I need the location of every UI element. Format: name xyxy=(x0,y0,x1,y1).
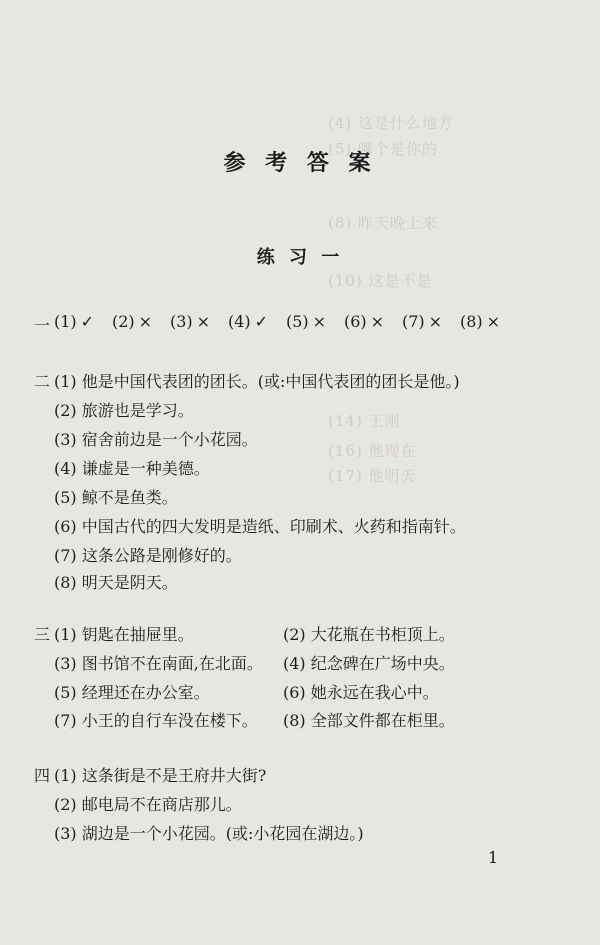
section-1-label: 一 xyxy=(34,316,51,335)
answer-line: (3) 湖边是一个小花园。(或:小花园在湖边。) xyxy=(54,824,364,843)
tf-mark: × xyxy=(138,312,153,331)
tf-number: (7) xyxy=(402,312,425,331)
exercise-title: 练 习 一 xyxy=(256,247,344,268)
answer-line-right: (8) 全部文件都在柜里。 xyxy=(283,711,455,730)
answer-line-left: (5) 经理还在办公室。 xyxy=(54,683,210,702)
tf-mark: × xyxy=(312,312,327,331)
bleed-through-text: (16) 他现在 xyxy=(328,442,417,460)
tf-mark: × xyxy=(196,312,211,331)
answer-line-left: (3) 图书馆不在南面,在北面。 xyxy=(54,654,263,673)
answer-line-left: (7) 小王的自行车没在楼下。 xyxy=(54,711,258,730)
tf-mark: × xyxy=(428,312,443,331)
tf-number: (1) xyxy=(54,312,77,331)
page-title: 参 考 答 案 xyxy=(223,151,377,176)
tf-number: (5) xyxy=(286,312,309,331)
answer-line: (6) 中国古代的四大发明是造纸、印刷术、火药和指南针。 xyxy=(54,517,466,536)
answer-line-right: (2) 大花瓶在书柜顶上。 xyxy=(283,625,455,644)
tf-mark: ✓ xyxy=(80,312,95,331)
answer-line: (4) 谦虚是一种美德。 xyxy=(54,459,210,478)
tf-answer xyxy=(54,312,112,331)
page-number: 1 xyxy=(488,848,499,867)
tf-answer xyxy=(170,312,228,331)
tf-answer xyxy=(344,312,402,331)
answer-line: (1) 这条街是不是王府井大街? xyxy=(54,766,267,785)
tf-number: (2) xyxy=(112,312,135,331)
tf-number: (8) xyxy=(460,312,483,331)
tf-number: (3) xyxy=(170,312,193,331)
tf-answer xyxy=(286,312,344,331)
bleed-through-text: (4) 这是什么地方 xyxy=(328,114,455,132)
tf-mark: × xyxy=(370,312,385,331)
answer-line: (2) 旅游也是学习。 xyxy=(54,401,194,420)
bleed-through-text: (10) 这是不是 xyxy=(328,272,433,290)
bleed-through-text: (5) 哪个是你的 xyxy=(328,140,439,158)
tf-number: (6) xyxy=(344,312,367,331)
answer-line: (3) 宿舍前边是一个小花园。 xyxy=(54,430,258,449)
tf-mark: × xyxy=(486,312,501,331)
answer-line: (1) 他是中国代表团的团长。(或:中国代表团的团长是他。) xyxy=(54,372,460,391)
bleed-through-text: (17) 他明天 xyxy=(328,467,417,485)
tf-answer xyxy=(402,312,460,331)
answer-line-right: (4) 纪念碑在广场中央。 xyxy=(283,654,455,673)
section-3-label: 三 xyxy=(34,625,51,644)
tf-answer xyxy=(460,312,518,331)
answer-line: (7) 这条公路是刚修好的。 xyxy=(54,546,242,565)
section-2-label: 二 xyxy=(34,372,51,391)
answer-line: (5) 鲸不是鱼类。 xyxy=(54,488,178,507)
tf-answer xyxy=(112,312,170,331)
true-false-answers xyxy=(54,312,518,331)
section-4-label: 四 xyxy=(34,766,51,785)
bleed-through-text: (8) 昨天晚上来 xyxy=(328,214,439,232)
answer-line: (2) 邮电局不在商店那儿。 xyxy=(54,795,242,814)
answer-line-left: (1) 钥匙在抽屉里。 xyxy=(54,625,194,644)
tf-mark: ✓ xyxy=(254,312,269,331)
answer-line: (8) 明天是阴天。 xyxy=(54,573,178,592)
answer-line-right: (6) 她永远在我心中。 xyxy=(283,683,439,702)
tf-number: (4) xyxy=(228,312,251,331)
bleed-through-text: (14) 王刚 xyxy=(328,412,401,430)
tf-answer xyxy=(228,312,286,331)
